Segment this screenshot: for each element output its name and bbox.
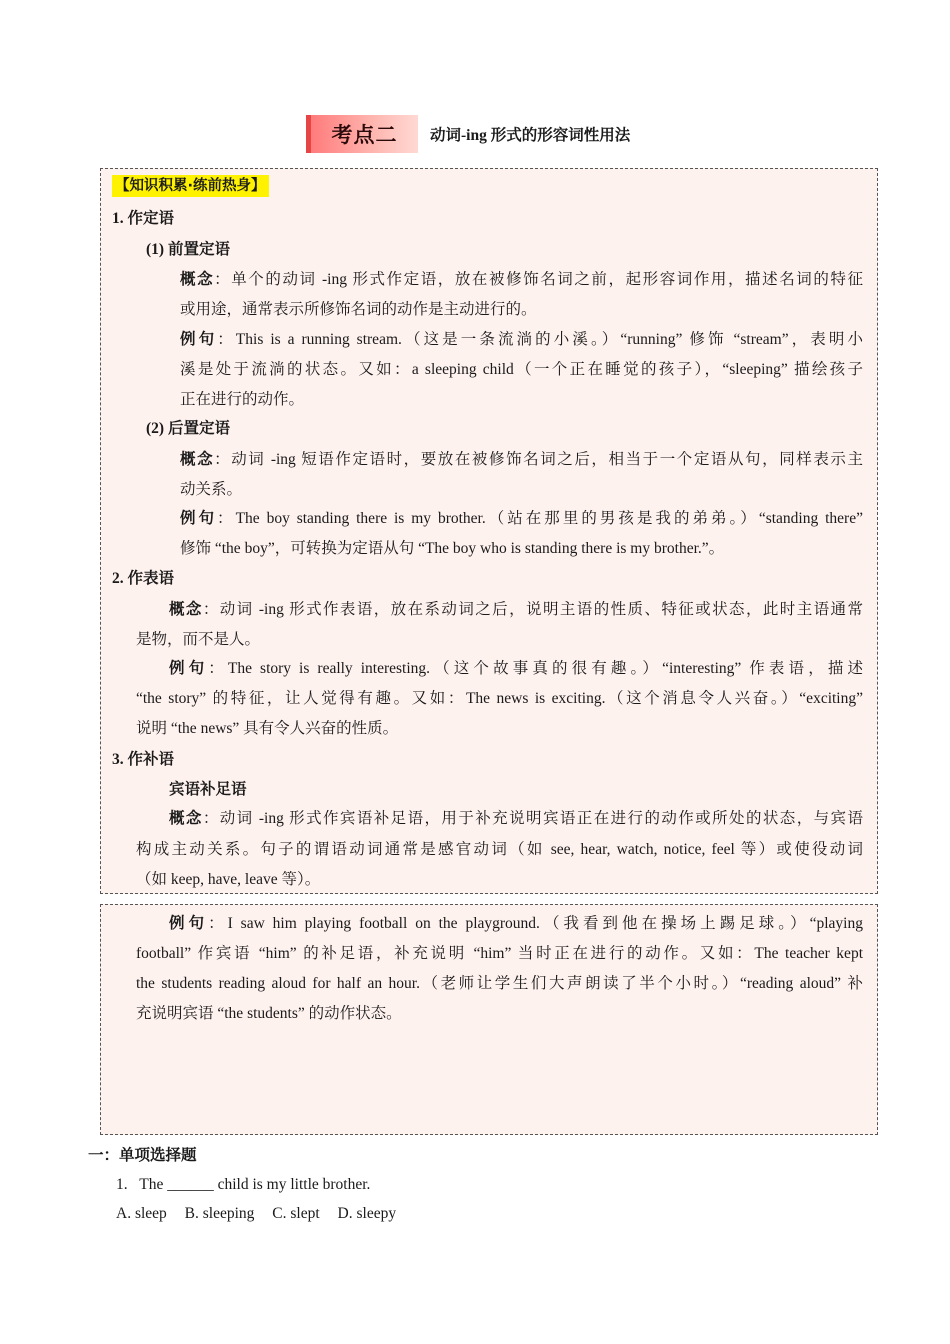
s1-concept-line — [180, 269, 863, 291]
section-1-sub1: (1) 前置定语 — [146, 241, 230, 258]
s3-example-line — [169, 913, 863, 935]
section-3-sub: 宾语补足语 — [169, 781, 247, 798]
section-2-title: 2. 作表语 — [112, 570, 175, 587]
s2-concept-line2: 是物，而不是人。 — [136, 631, 261, 648]
s1-concept-text: ：单个的动词 -ing 形式作定语，放在被修饰名词之前，起形容词作用，描述名词的特征 — [214, 271, 863, 288]
example-label: 例句 — [180, 331, 218, 348]
example-label: 例句 — [169, 660, 209, 677]
option-b[interactable]: B. sleeping — [184, 1205, 255, 1222]
s1-example-text: ：This is a running stream.（这是一条流淌的小溪。）“running” 修饰 “stream”，表明小 — [217, 331, 863, 348]
section-1-sub2: (2) 后置定语 — [146, 420, 230, 437]
s3-concept-line2: 构成主动关系。句子的谓语动词通常是感官动词（如 see, hear, watch, notice, feel 等）或使役动词 — [136, 841, 863, 858]
s2-example-line — [169, 658, 863, 680]
s2-example-text: ：The story is really interesting.（这个故事真的很有趣。）“interesting” 作表语，描述 — [208, 660, 863, 677]
s3-example-text: ：I saw him playing football on the playground.（我看到他在操场上踢足球。）“playing — [208, 915, 863, 932]
concept-label: 概念 — [180, 271, 215, 288]
s3-concept-text: ：动词 -ing 形式作宾语补足语，用于补充说明宾语正在进行的动作或所处的状态，与宾语 — [202, 810, 863, 827]
s1-example2-line2: 修饰 “the boy”，可转换为定语从句 “The boy who is standing there is my brother.”。 — [180, 540, 725, 557]
s1-example2-line — [180, 508, 863, 530]
concept-label: 概念 — [180, 451, 215, 468]
s1-concept2-line2: 动关系。 — [180, 481, 243, 498]
example-label: 例句 — [169, 915, 209, 932]
s1-concept2-text: ：动词 -ing 短语作定语时，要放在被修饰名词之后，相当于一个定语从句，同样表示主 — [214, 451, 863, 468]
question-1-options — [116, 1203, 396, 1225]
exercise-title: 一：单项选择题 — [88, 1147, 197, 1164]
concept-label: 概念 — [169, 601, 203, 618]
s2-concept-text: ：动词 -ing 形式作表语，放在系动词之后，说明主语的性质、特征或状态，此时主语通常 — [202, 601, 863, 618]
s1-concept-line2: 或用途，通常表示所修饰名词的动作是主动进行的。 — [180, 301, 537, 318]
heading-badge: 考点二 — [306, 115, 418, 153]
s2-concept-line — [169, 599, 863, 621]
s1-concept2-line — [180, 449, 863, 471]
s3-example-line3: the students reading aloud for half an hour.（老师让学生们大声朗读了半个小时。）“reading aloud” 补 — [136, 975, 863, 992]
s1-example2-text: ：The boy standing there is my brother.（站在那里的男孩是我的弟弟。）“standing there” — [217, 510, 863, 527]
concept-label: 概念 — [169, 810, 203, 827]
s1-example-line3: 正在进行的动作。 — [180, 391, 305, 408]
section-3-title: 3. 作补语 — [112, 751, 175, 768]
option-c[interactable]: C. slept — [272, 1205, 320, 1222]
example-label: 例句 — [180, 510, 218, 527]
heading-title: 动词-ing 形式的形容词性用法 — [430, 127, 631, 144]
question-1: 1. The ______ child is my little brother. — [116, 1176, 371, 1193]
option-a[interactable]: A. sleep — [116, 1205, 167, 1222]
s1-example-line — [180, 329, 863, 351]
s3-example-line2: football” 作宾语 “him” 的补足语，补充说明 “him” 当时正在进行的动作。又如：The teacher kept — [136, 945, 863, 962]
s3-example-line4: 充说明宾语 “the students” 的动作状态。 — [136, 1005, 402, 1022]
s2-example-line2: “the story” 的特征，让人觉得有趣。又如：The news is exciting.（这个消息令人兴奋。）“exciting” — [136, 690, 863, 707]
s3-concept-line — [169, 808, 863, 830]
s1-example-line2: 溪是处于流淌的状态。又如：a sleeping child（一个正在睡觉的孩子），“sleeping” 描绘孩子 — [180, 361, 863, 378]
s2-example-line3: 说明 “the news” 具有令人兴奋的性质。 — [136, 720, 399, 737]
section-1-title: 1. 作定语 — [112, 210, 175, 227]
knowledge-tag: 【知识积累·练前热身】 — [112, 175, 269, 197]
option-d[interactable]: D. sleepy — [337, 1205, 397, 1222]
s3-concept-line3: （如 keep, have, leave 等）。 — [136, 871, 321, 888]
section-heading — [306, 115, 630, 153]
